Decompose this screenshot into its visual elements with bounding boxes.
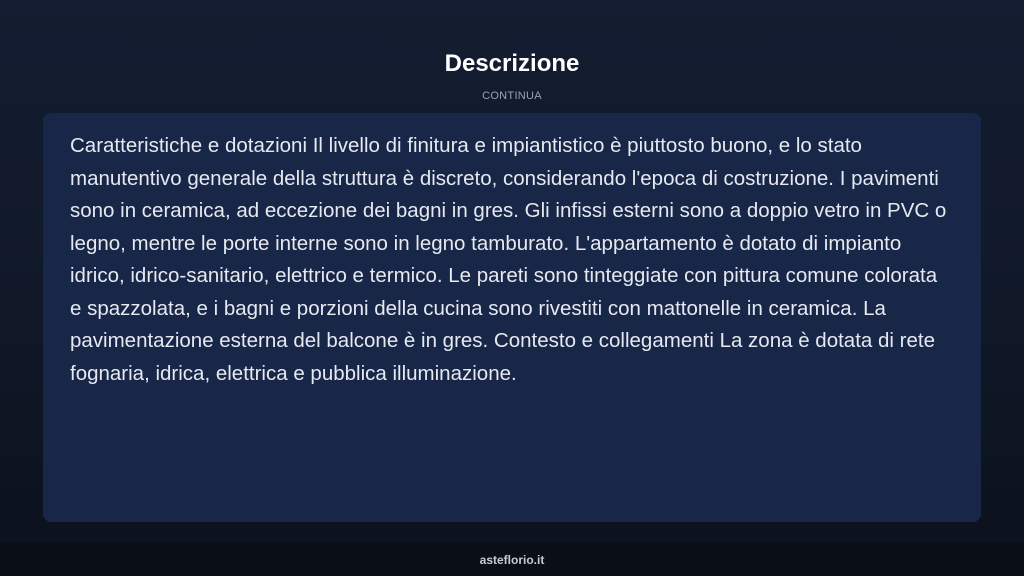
page-subtitle: CONTINUA bbox=[482, 90, 542, 102]
description-text: Caratteristiche e dotazioni Il livello di finitura e impiantistico è piuttosto buono, e lo stato manutentivo generale della struttura è discreto, considerando l'epoca di costruzione. I pavimenti sono in ceramica, ad eccezione dei bagni in gres. Gli infissi esterni sono a doppio vetro in PVC o legno, mentre le porte interne sono in legno tamburato. L'appartamento è dotato di impianto idrico, idrico-sanitario, elettrico e termico. Le pareti sono tinteggiate con pittura comune colorata e spazzolata, e i bagni e porzioni della cucina sono rivestiti con mattonelle in ceramica. La pavimentazione esterna del balcone è in gres. Contesto e collegamenti La zona è dotata di rete fognaria, idrica, elettrica e pubblica illuminazione. bbox=[70, 134, 947, 385]
footer-bar bbox=[0, 543, 1024, 576]
page-title: Descrizione bbox=[444, 50, 580, 77]
description-card bbox=[43, 113, 981, 522]
footer-site-label: asteflorio.it bbox=[479, 553, 545, 567]
